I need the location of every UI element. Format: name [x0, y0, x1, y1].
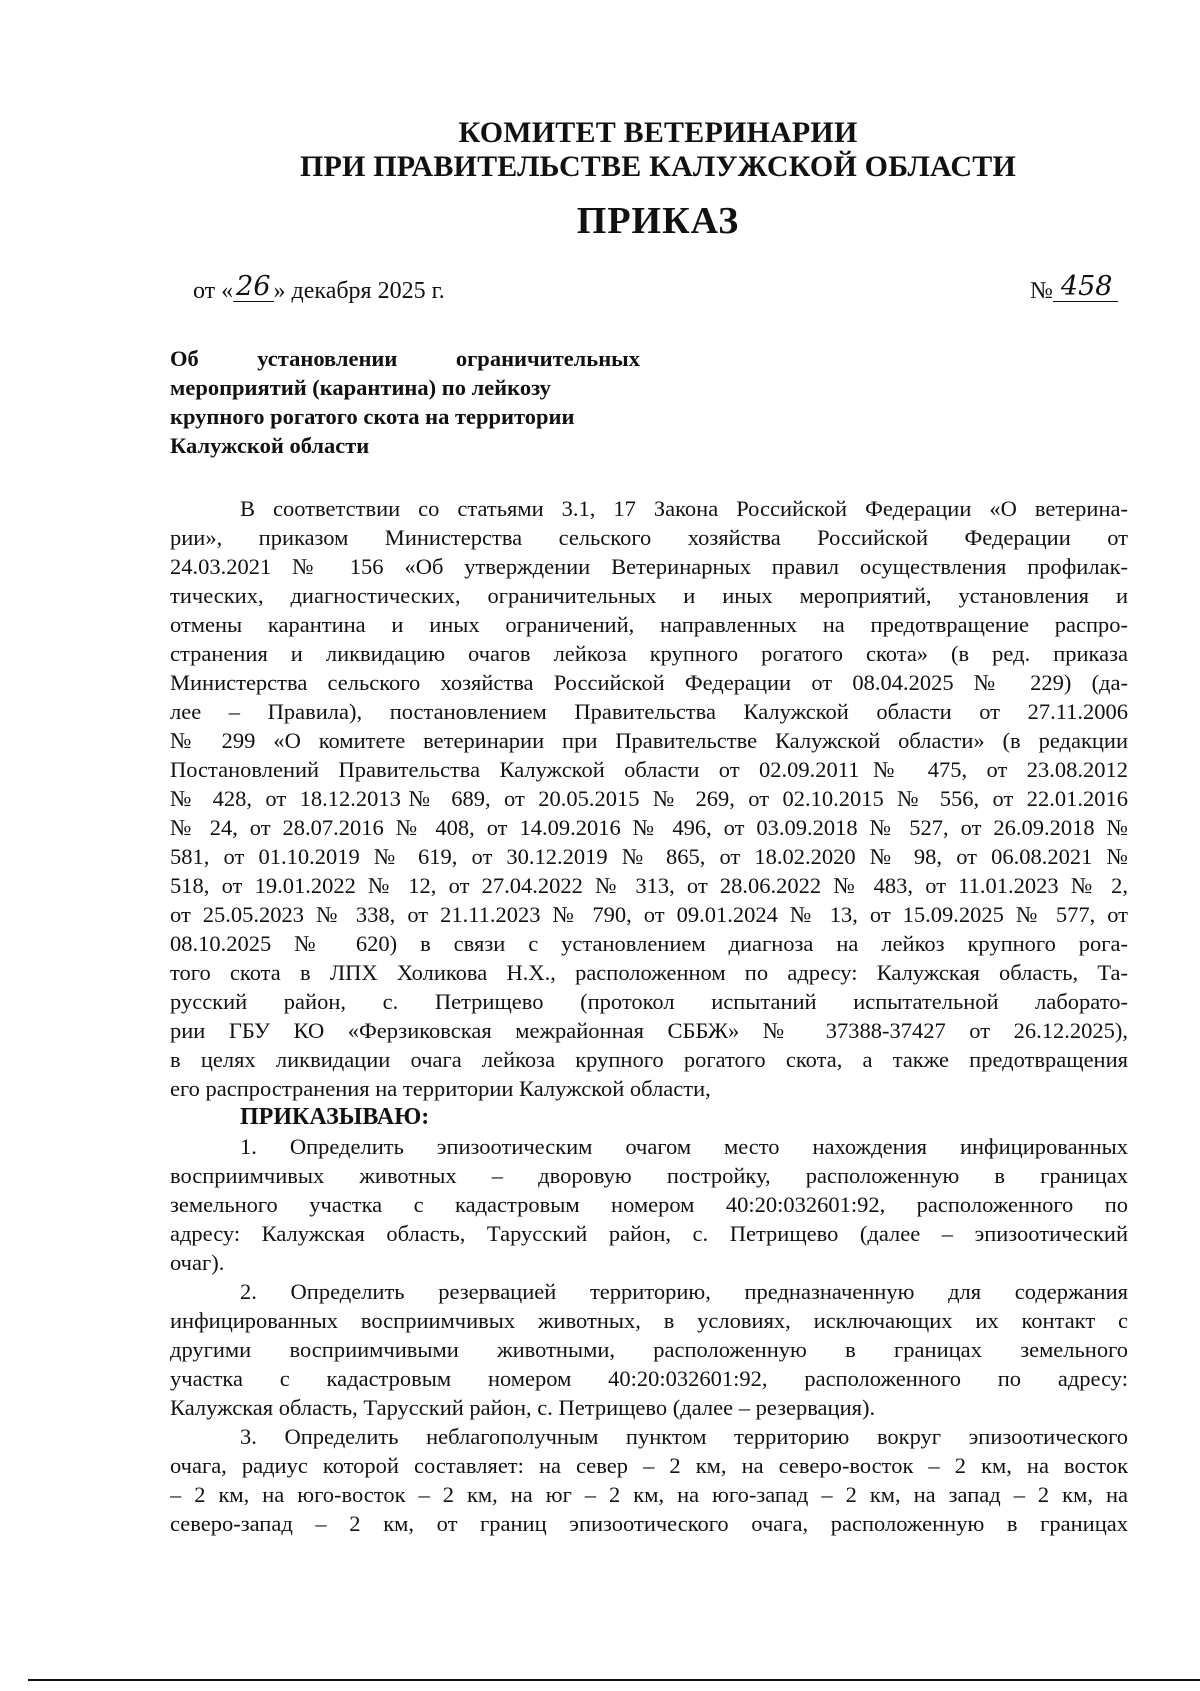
order-item-line: земельного участка с кадастровым номером 40:20:032601:92, расположенного по: [170, 1192, 1128, 1217]
order-item-line: 2. Определить резервацией территорию, предназначенную для содержания: [240, 1279, 1128, 1304]
preamble-line: от 25.05.2023 № 338, от 21.11.2023 № 790, от 09.01.2024 № 13, от 15.09.2025 № 577, от: [170, 902, 1128, 927]
preamble-line: В соответствии со статьями 3.1, 17 Закона Российской Федерации «О ветерина-: [240, 496, 1128, 521]
preamble-line: 518, от 19.01.2022 № 12, от 27.04.2022 № 313, от 28.06.2022 № 483, от 11.01.2023 № 2,: [170, 873, 1128, 898]
preamble-line: русский район, с. Петрищево (протокол испытаний испытательной лаборато-: [170, 989, 1128, 1014]
preamble-line: № 428, от 18.12.2013№ 689, от 20.05.2015 № 269, от 02.10.2015 № 556, от 22.01.2016: [170, 786, 1128, 811]
organization-name-line-1: КОМИТЕТ ВЕТЕРИНАРИИ: [458, 116, 858, 149]
preamble-line: отмены карантина и иных ограничений, направленных на предотвращение распро-: [170, 612, 1128, 637]
order-item-1: [170, 1132, 1128, 1277]
preamble-line: рии ГБУ КО «Ферзиковская межрайонная СББЖ» № 37388-37427 от 26.12.2025),: [170, 1018, 1128, 1043]
date-suffix: » декабря 2025 г.: [273, 278, 445, 304]
date-prefix: от «: [193, 278, 234, 304]
preamble-line: 24.03.2021 № 156 «Об утверждении Ветеринарных правил осуществления профилак-: [170, 554, 1128, 579]
document-date: [193, 271, 445, 306]
preamble-line: 581, от 01.10.2019 № 619, от 30.12.2019 № 865, от 18.02.2020 № 98, от 06.08.2021 №: [170, 844, 1128, 869]
handwritten-day: 26: [233, 274, 273, 302]
order-item-2: [170, 1277, 1128, 1422]
order-item-3: [170, 1422, 1128, 1538]
document-subject: [170, 344, 640, 460]
order-item-line: очага, радиус которой составляет: на север – 2 км, на северо-восток – 2 км, на восток: [170, 1453, 1128, 1478]
order-item-line: Калужская область, Тарусский район, с. Петрищево (далее – резервация).: [170, 1395, 876, 1420]
order-item-line: 3. Определить неблагополучным пунктом территорию вокруг эпизоотического: [240, 1424, 1128, 1449]
order-item-line: 1. Определить эпизоотическим очагом место нахождения инфицированных: [240, 1134, 1128, 1159]
preamble-line: в целях ликвидации очага лейкоза крупного рогатого скота, а также предотвращения: [170, 1047, 1128, 1072]
order-item-line: северо-запад – 2 км, от границ эпизоотического очага, расположенную в границах: [170, 1511, 1128, 1536]
preamble-line: № 24, от 28.07.2016 № 408, от 14.09.2016 № 496, от 03.09.2018 № 527, от 26.09.2018 №: [170, 815, 1128, 840]
preamble-line: тических, диагностических, ограничительных и иных мероприятий, установления и: [170, 583, 1128, 608]
preamble-line: № 299 «О комитете ветеринарии при Правительстве Калужской области» (в редакции: [170, 728, 1128, 753]
preamble-line: лее – Правила), постановлением Правительства Калужской области от 27.11.2006: [170, 699, 1128, 724]
document-title: ПРИКАЗ: [576, 200, 740, 242]
document-number: [1030, 271, 1118, 306]
order-item-line: участка с кадастровым номером 40:20:032601:92, расположенного по адресу:: [170, 1366, 1128, 1391]
handwritten-number: 458: [1053, 274, 1119, 302]
order-item-line: инфицированных восприимчивых животных, в условиях, исключающих их контакт с: [170, 1308, 1128, 1333]
order-item-line: другими восприимчивыми животными, расположенную в границах земельного: [170, 1337, 1128, 1362]
preamble-line: его распространения на территории Калужской области,: [170, 1076, 711, 1101]
subject-line: Калужской области: [170, 433, 370, 458]
order-item-line: восприимчивых животных – дворовую постройку, расположенную в границах: [170, 1163, 1128, 1188]
order-item-line: очаг).: [170, 1250, 225, 1275]
preamble-line: странения и ликвидацию очагов лейкоза крупного рогатого скота» (в ред. приказа: [170, 641, 1128, 666]
preamble-line: того скота в ЛПХ Холикова Н.Х., расположенном по адресу: Калужская область, Та-: [170, 960, 1128, 985]
document-body: [170, 494, 1128, 1538]
preamble-line: Министерства сельского хозяйства Российской Федерации от 08.04.2025 № 229) (да-: [170, 670, 1128, 695]
number-sign: №: [1030, 278, 1053, 304]
organization-name-line-2: ПРИ ПРАВИТЕЛЬСТВЕ КАЛУЖСКОЙ ОБЛАСТИ: [299, 150, 1017, 183]
command-heading: ПРИКАЗЫВАЮ:: [240, 1104, 430, 1130]
subject-line: крупного рогатого скота на территории: [170, 404, 575, 429]
preamble-paragraph: [170, 494, 1128, 1103]
subject-line: Об установлении ограничительных: [170, 346, 640, 371]
preamble-line: 08.10.2025 № 620) в связи с установлением диагноза на лейкоз крупного рога-: [170, 931, 1128, 956]
subject-line: мероприятий (карантина) по лейкозу: [170, 375, 551, 400]
preamble-line: Постановлений Правительства Калужской области от 02.09.2011№ 475, от 23.08.2012: [170, 757, 1128, 782]
order-item-line: адресу: Калужская область, Тарусский район, с. Петрищево (далее – эпизоотический: [170, 1221, 1128, 1246]
preamble-line: рии», приказом Министерства сельского хозяйства Российской Федерации от: [170, 525, 1128, 550]
page-bottom-rule: [28, 1679, 1200, 1681]
order-item-line: – 2 км, на юго-восток – 2 км, на юг – 2 км, на юго-запад – 2 км, на запад – 2 км, на: [170, 1482, 1128, 1507]
